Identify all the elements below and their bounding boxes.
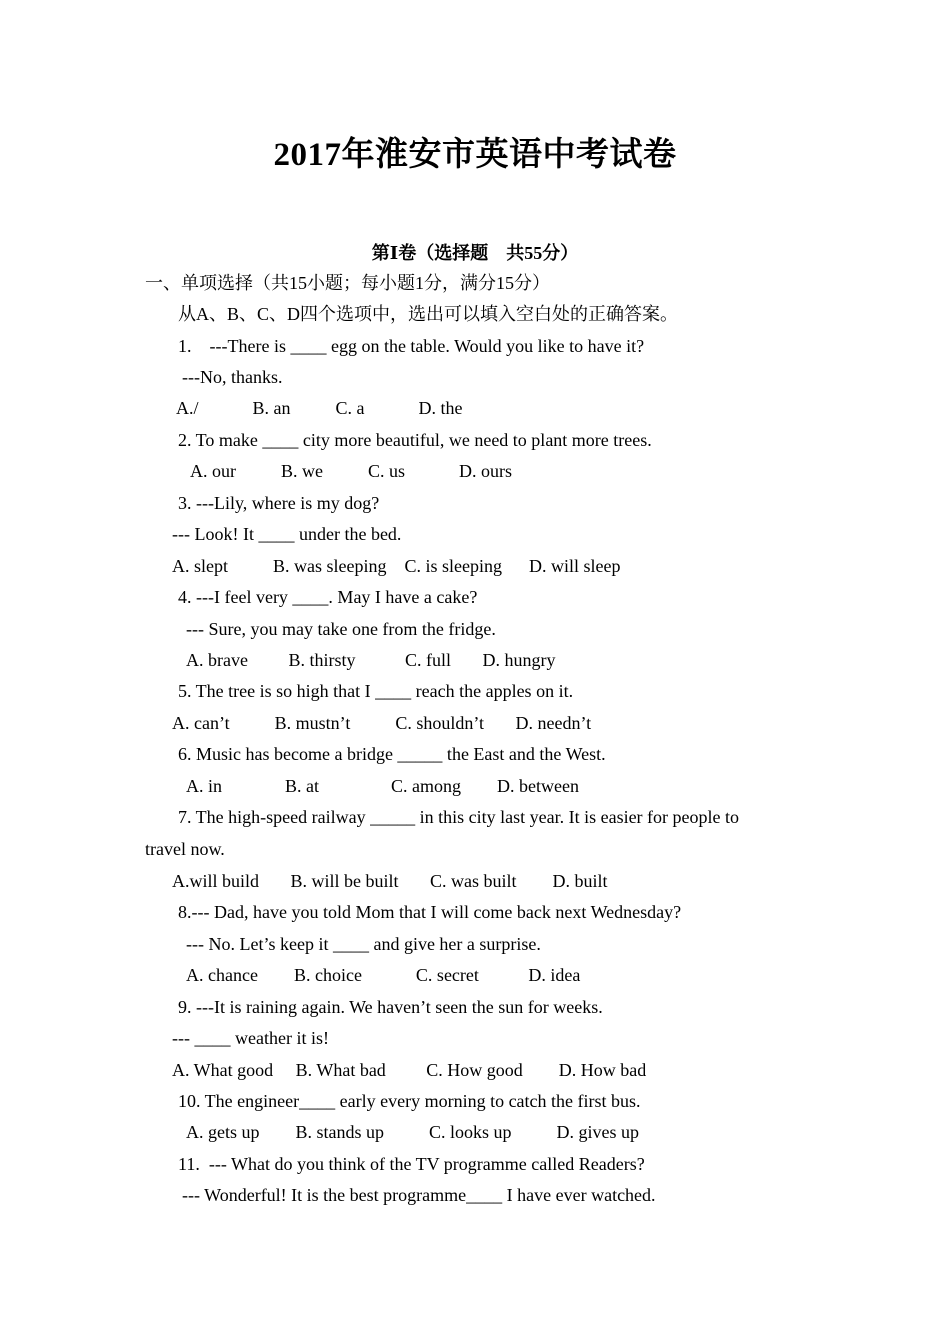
question-4-options: A. brave B. thirsty C. full D. hungry (186, 650, 556, 670)
question-10: 10. The engineer____ early every morning to catch the first bus. (178, 1091, 641, 1111)
question-9: 9. ---It is raining again. We haven’t seen the sun for weeks. (178, 997, 603, 1017)
page-title: 2017年淮安市英语中考试卷 (273, 137, 677, 173)
part-heading: 一、单项选择（共15小题；每小题1分，满分15分） (145, 273, 550, 293)
question-9-reply: --- ____ weather it is! (172, 1028, 329, 1048)
question-1: 1. ---There is ____ egg on the table. Would you like to have it? (178, 336, 645, 356)
question-1-reply: ---No, thanks. (182, 367, 283, 387)
question-11: 11. --- What do you think of the TV programme called Readers? (178, 1154, 645, 1174)
question-8: 8.--- Dad, have you told Mom that I will come back next Wednesday? (178, 902, 682, 922)
question-7-continuation: travel now. (145, 839, 225, 859)
question-8-reply: --- No. Let’s keep it ____ and give her a surprise. (186, 934, 541, 954)
instruction-text: 从A、B、C、D四个选项中，选出可以填入空白处的正确答案。 (178, 304, 679, 324)
question-10-options: A. gets up B. stands up C. looks up D. gives up (186, 1122, 640, 1142)
question-6-options: A. in B. at C. among D. between (186, 776, 579, 796)
question-2-options: A. our B. we C. us D. ours (190, 461, 512, 481)
question-3-options: A. slept B. was sleeping C. is sleeping D. will sleep (172, 556, 621, 576)
question-4-reply: --- Sure, you may take one from the fridge. (186, 619, 496, 639)
question-3-reply: --- Look! It ____ under the bed. (172, 524, 402, 544)
question-5-options: A. can’t B. mustn’t C. shouldn’t D. needn’t (172, 713, 592, 733)
question-8-options: A. chance B. choice C. secret D. idea (186, 965, 581, 985)
section-title: 第Ⅰ卷（选择题 共55分） (371, 243, 579, 263)
question-9-options: A. What good B. What bad C. How good D. How bad (172, 1060, 647, 1080)
question-4: 4. ---I feel very ____. May I have a cake? (178, 587, 478, 607)
question-3: 3. ---Lily, where is my dog? (178, 493, 380, 513)
question-7-options: A.will build B. will be built C. was built D. built (172, 871, 608, 891)
question-11-reply: --- Wonderful! It is the best programme____ I have ever watched. (182, 1185, 656, 1205)
question-2: 2. To make ____ city more beautiful, we need to plant more trees. (178, 430, 652, 450)
question-6: 6. Music has become a bridge _____ the East and the West. (178, 744, 606, 764)
question-5: 5. The tree is so high that I ____ reach the apples on it. (178, 681, 574, 701)
question-7: 7. The high-speed railway _____ in this city last year. It is easier for people to (178, 807, 740, 827)
question-1-options: A./ B. an C. a D. the (176, 398, 463, 418)
